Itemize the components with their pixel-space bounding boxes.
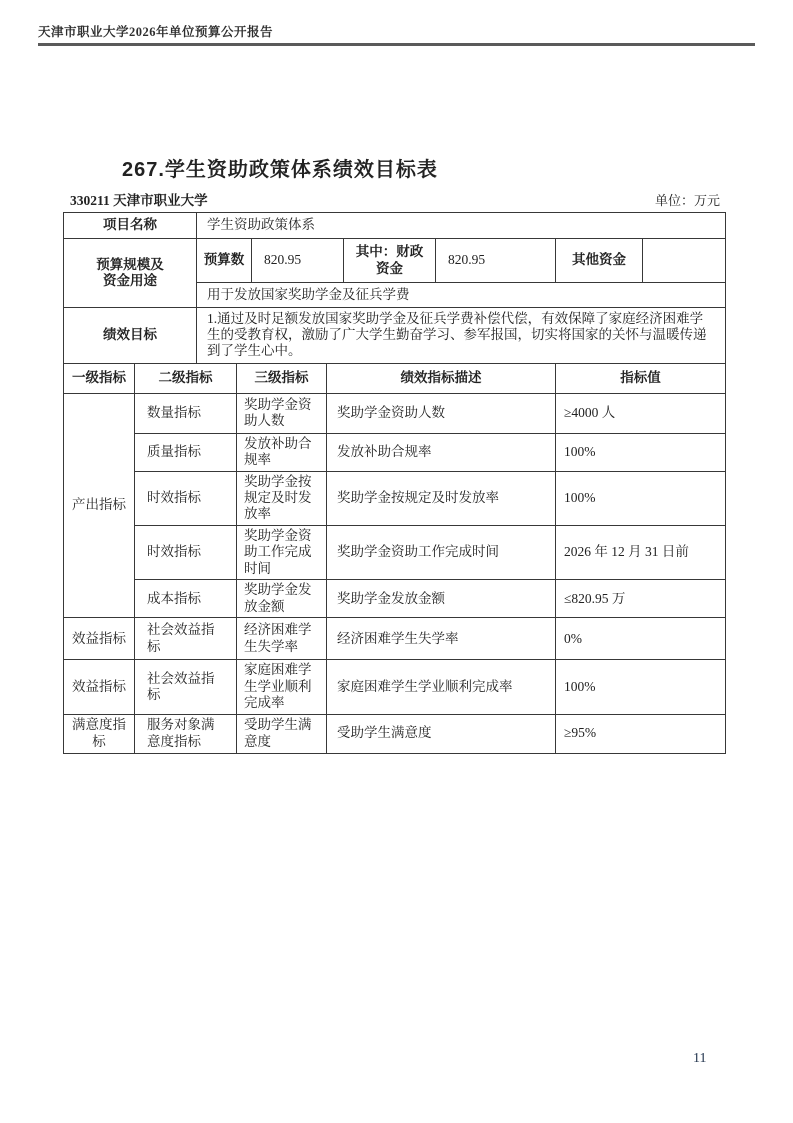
target-cell: 0% xyxy=(556,618,726,660)
goal-row xyxy=(64,308,726,364)
goal-text: 1.通过及时足额发放国家奖助学金及征兵学费补偿代偿，有效保障了家庭经济困难学生的受教育权，激励了广大学生勤奋学习、参军报国，切实将国家的关怀与温暖传递到了学生心中。 xyxy=(197,308,726,364)
target-cell: 2026 年 12 月 31 日前 xyxy=(556,525,726,579)
indicator-row xyxy=(64,525,726,579)
header-description: 绩效指标描述 xyxy=(327,363,556,393)
level2-cell: 服务对象满意度指标 xyxy=(135,714,237,753)
header-level2: 二级指标 xyxy=(135,363,237,393)
level2-cell: 社会效益指标 xyxy=(135,618,237,660)
indicator-header-row xyxy=(64,363,726,393)
level1-satisfaction: 满意度指标 xyxy=(64,714,135,753)
budget-number-value: 820.95 xyxy=(252,239,344,283)
level3-cell: 家庭困难学生学业顺利完成率 xyxy=(237,660,327,714)
meta-line xyxy=(63,189,725,209)
level3-cell: 受助学生满意度 xyxy=(237,714,327,753)
indicator-row xyxy=(64,433,726,471)
target-cell: ≤820.95 万 xyxy=(556,580,726,618)
fiscal-funds-value: 820.95 xyxy=(436,239,556,283)
indicator-row xyxy=(64,618,726,660)
target-cell: 100% xyxy=(556,433,726,471)
fiscal-funds-label-text: 其中：财政资金 xyxy=(355,244,424,276)
description-cell: 家庭困难学生学业顺利完成率 xyxy=(327,660,556,714)
target-cell: 100% xyxy=(556,471,726,525)
level3-cell: 奖助学金发放金额 xyxy=(237,580,327,618)
report-header-text: 天津市职业大学2026年单位预算公开报告 xyxy=(38,25,274,39)
level3-cell: 奖助学金资助工作完成时间 xyxy=(237,525,327,579)
level1-output: 产出指标 xyxy=(64,393,135,618)
level2-cell: 时效指标 xyxy=(135,471,237,525)
level1-benefit: 效益指标 xyxy=(64,618,135,660)
org-code: 330211 天津市职业大学 xyxy=(70,193,208,208)
target-cell: ≥4000 人 xyxy=(556,393,726,433)
project-name-label: 项目名称 xyxy=(64,213,197,239)
unit-label: 单位：万元 xyxy=(654,193,720,208)
usage-value: 用于发放国家奖助学金及征兵学费 xyxy=(197,283,726,308)
description-cell: 受助学生满意度 xyxy=(327,714,556,753)
level2-cell: 成本指标 xyxy=(135,580,237,618)
header-target: 指标值 xyxy=(556,363,726,393)
level2-cell: 时效指标 xyxy=(135,525,237,579)
indicator-table xyxy=(63,363,726,754)
budget-scope-label xyxy=(64,239,197,308)
other-funds-label: 其他资金 xyxy=(556,239,643,283)
target-cell: ≥95% xyxy=(556,714,726,753)
target-cell: 100% xyxy=(556,660,726,714)
level3-cell: 奖助学金资助人数 xyxy=(237,393,327,433)
description-cell: 奖助学金资助人数 xyxy=(327,393,556,433)
level3-cell: 经济困难学生失学率 xyxy=(237,618,327,660)
indicator-row xyxy=(64,660,726,714)
project-name-value: 学生资助政策体系 xyxy=(197,213,726,239)
table-title: 267.学生资助政策体系绩效目标表 xyxy=(122,159,438,181)
other-funds-value xyxy=(643,239,726,283)
description-cell: 发放补助合规率 xyxy=(327,433,556,471)
header-divider xyxy=(38,43,755,46)
header-level1: 一级指标 xyxy=(64,363,135,393)
indicator-row xyxy=(64,393,726,433)
page-number: 11 xyxy=(693,1051,707,1066)
indicator-row xyxy=(64,714,726,753)
level2-cell: 质量指标 xyxy=(135,433,237,471)
header-level3: 三级指标 xyxy=(237,363,327,393)
fiscal-funds-label xyxy=(344,239,436,283)
description-cell: 奖助学金按规定及时发放率 xyxy=(327,471,556,525)
budget-scope-label-text: 预算规模及资金用途 xyxy=(96,256,164,288)
indicator-row xyxy=(64,580,726,618)
level3-cell: 发放补助合规率 xyxy=(237,433,327,471)
description-cell: 经济困难学生失学率 xyxy=(327,618,556,660)
project-name-row xyxy=(64,213,726,239)
indicator-row xyxy=(64,471,726,525)
description-cell: 奖助学金发放金额 xyxy=(327,580,556,618)
goal-label: 绩效目标 xyxy=(64,308,197,364)
level2-cell: 社会效益指标 xyxy=(135,660,237,714)
description-cell: 奖助学金资助工作完成时间 xyxy=(327,525,556,579)
level3-cell: 奖助学金按规定及时发放率 xyxy=(237,471,327,525)
budget-row xyxy=(64,239,726,283)
budget-table-area xyxy=(63,212,725,754)
budget-number-label: 预算数 xyxy=(197,239,252,283)
level1-benefit: 效益指标 xyxy=(64,660,135,714)
level2-cell: 数量指标 xyxy=(135,393,237,433)
summary-table xyxy=(63,212,726,364)
